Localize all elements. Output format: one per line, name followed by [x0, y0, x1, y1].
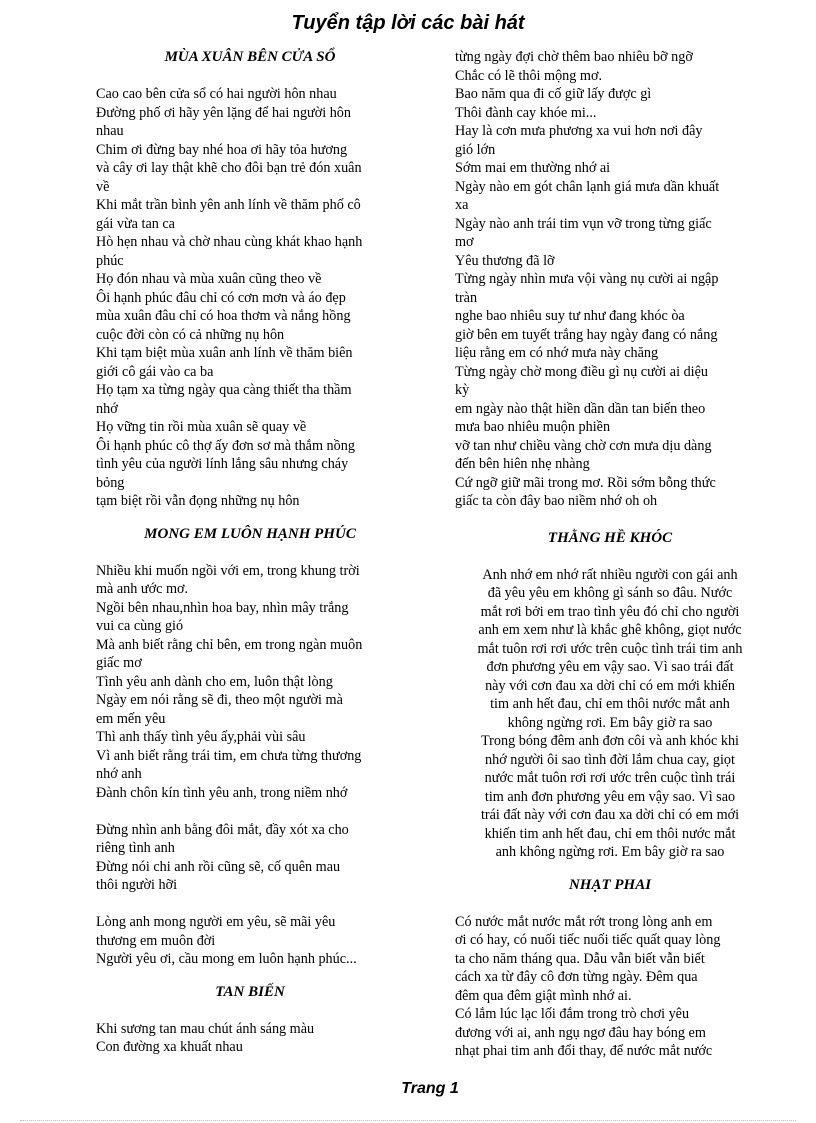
lyric-line: tạm biệt rồi vẫn đọng những nụ hôn	[96, 493, 300, 509]
lyric-line: Anh nhớ em nhớ rất nhiều người con gái anh	[482, 566, 738, 583]
lyric-line: Khi sương tan mau chút ánh sáng màu	[96, 1020, 315, 1037]
lyric-line: nhớ	[96, 400, 118, 417]
lyric-line: Khi mắt trần bình yên anh lính về thăm phố cô	[96, 197, 361, 213]
lyric-line: Ngày nào em gót chân lạnh giá mưa dần khuất	[455, 178, 720, 195]
lyric-line: Mà anh biết rằng chỉ bên, em trong ngàn muôn	[96, 636, 363, 653]
lyric-line: Người yêu ơi, cầu mong em luôn hạnh phúc...	[96, 951, 357, 967]
lyric-line: Đành chôn kín tình yêu anh, trong niềm nhớ	[96, 784, 348, 801]
song-title: MONG EM LUÔN HẠNH PHÚC	[144, 525, 356, 542]
lyric-line: Sớm mai em thường nhớ ai	[455, 160, 611, 176]
lyric-line: phúc	[96, 252, 124, 269]
page-number: Trang 1	[401, 1080, 459, 1097]
song-nhat-phai	[455, 876, 765, 1061]
lyric-line: gió lớn	[455, 141, 496, 158]
lyric-line: Chắc có lẽ thôi mộng mơ.	[455, 67, 602, 84]
lyric-line: Thôi đành cay khóe mi...	[455, 104, 597, 121]
page-title: Tuyển tập lời các bài hát	[291, 12, 525, 34]
lyric-line: giấc ta còn đây bao niềm nhớ oh oh	[455, 493, 658, 509]
lyric-line: cuộc đời còn có cả những nụ hôn	[96, 326, 285, 343]
lyric-line: khiến tim anh hết đau, chỉ em thôi nước mắt	[484, 825, 736, 842]
lyric-line: nước mắt tuôn rơi rơi ước trên cuộc tình trái	[484, 770, 736, 786]
lyric-line: em ngày nào thật hiền dần dần tan biến theo	[455, 400, 706, 417]
lyric-line: tim anh đơn phương yêu em vậy sao. Vì sao	[484, 788, 736, 805]
lyric-line: Vì anh biết rằng trái tim, em chưa từng thương	[96, 747, 362, 764]
lyric-line: gái vừa tan ca	[96, 215, 175, 232]
song-mong-em-luon-hanh-phuc	[96, 525, 404, 969]
lyric-line: Tình yêu anh dành cho em, luôn thật lòng	[96, 673, 333, 690]
lyric-line: mùa xuân đâu chỉ có hoa thơm và nắng hồng	[96, 308, 351, 324]
lyric-line: cách xa từ đây cô đơn từng ngày. Đêm qua	[455, 969, 698, 985]
lyric-line: Ngày nào anh trái tim vụn vỡ trong từng giấc	[455, 215, 712, 232]
right-column	[455, 48, 765, 1075]
lyric-line: nhớ anh	[96, 766, 142, 782]
lyric-line: Có nước mắt nước mắt rớt trong lòng anh em	[455, 913, 713, 930]
lyric-line: đương với ai, anh ngụ ngơ đâu hay bóng em	[455, 1024, 706, 1041]
lyric-line: Họ vững tin rồi mùa xuân sẽ quay về	[96, 419, 307, 435]
lyric-line: đơn phương yêu em vậy sao. Vì sao trái đất	[486, 659, 734, 675]
lyric-line: Cứ ngỡ giữ mãi trong mơ. Rồi sớm bỗng thức	[455, 474, 716, 491]
lyric-line: nhớ người ôi sao tình đời lắm chua cay, giọt	[485, 751, 735, 768]
lyric-line: Lòng anh mong người em yêu, sẽ mãi yêu	[96, 914, 336, 930]
lyric-line: tình yêu của người lính lắng sâu nhưng cháy	[96, 456, 349, 472]
lyric-line: Ôi hạnh phúc đâu chỉ có cơn mơn và áo đẹp	[96, 289, 346, 306]
lyric-line: mơ	[455, 234, 474, 250]
song-title: MÙA XUÂN BÊN CỬA SỔ	[164, 49, 336, 65]
left-column	[96, 48, 404, 1071]
lyric-line: ta cho năm tháng qua. Dẫu vẫn biết vẫn biết	[455, 950, 705, 967]
lyric-line: Hay là cơn mưa phương xa vui hơn nơi đây	[455, 123, 703, 139]
lyric-line: Cao cao bên cửa sổ có hai người hôn nhau	[96, 86, 337, 102]
lyric-line: Đường phố ơi hãy yên lặng để hai người hôn	[96, 104, 351, 121]
song-title: TAN BIẾN	[215, 983, 285, 1000]
lyric-line: tim anh hết đau, chỉ em thôi nước mắt anh	[490, 696, 730, 712]
song-title: THẰNG HỀ KHÓC	[547, 529, 673, 546]
lyric-line	[96, 895, 404, 914]
lyric-line: trái đất này với cơn đau xa dời chỉ có em mới	[480, 807, 740, 823]
lyric-line: anh em xem như là khắc ghê không, giọt nước	[478, 622, 742, 638]
song-mua-xuan-continued	[455, 48, 765, 511]
lyric-line: kỳ	[455, 382, 470, 398]
lyric-line: Trong bóng đêm anh đơn côi và anh khóc khi	[481, 733, 739, 749]
lyric-line: giờ bên em tuyết trắng hay ngày đang có nắng	[455, 326, 718, 343]
lyric-line	[96, 802, 404, 821]
lyric-line: vỡ tan như chiều vàng chờ cơn mưa dịu dàng	[455, 437, 712, 454]
song-lyrics	[455, 913, 765, 1061]
lyric-line: Từng ngày nhìn mưa vội vàng nụ cười ai ngập	[455, 271, 719, 287]
song-tan-bien	[96, 983, 404, 1057]
lyric-line: mắt rơi bởi em trao tình yêu đó chỉ cho người	[480, 603, 740, 620]
lyric-line: Đừng nhìn anh bằng đôi mắt, đầy xót xa cho	[96, 821, 349, 838]
song-title: NHẠT PHAI	[568, 876, 652, 893]
song-lyrics	[455, 48, 765, 511]
lyric-line: tràn	[455, 289, 478, 306]
song-lyrics	[96, 85, 404, 511]
lyric-line: bỏng	[96, 474, 125, 491]
lyric-line: anh không ngừng rơi. Em bây giờ ra sao	[495, 844, 725, 860]
lyric-line: đã yêu yêu em không gì sánh so đâu. Nước	[487, 585, 733, 601]
lyric-line: nghe bao nhiêu suy tư như đang khóc òa	[455, 308, 685, 324]
lyric-line: riêng tình anh	[96, 840, 175, 856]
lyric-line: Họ tạm xa từng ngày qua càng thiết tha thầm	[96, 382, 352, 398]
lyric-line: ơi có hay, có nuối tiếc nuối tiếc quất quay lòng	[455, 932, 721, 948]
lyric-line: Ôi hạnh phúc cô thợ ấy đơn sơ mà thắm nồng	[96, 437, 355, 454]
song-lyrics	[455, 566, 765, 862]
song-lyrics	[96, 1020, 404, 1057]
lyric-line: Yêu thương đã lỡ	[455, 252, 555, 269]
lyric-line: không ngừng rơi. Em bây giờ ra sao	[507, 714, 713, 731]
lyric-line: Khi tạm biệt mùa xuân anh lính về thăm biên	[96, 345, 353, 361]
lyric-line: đêm qua đêm giật mình nhớ ai.	[455, 987, 632, 1004]
page-border-divider	[20, 1120, 796, 1121]
lyric-line: này với cơn đau xa dời chỉ có em mới khiến	[485, 677, 735, 694]
lyric-line: mà anh ước mơ.	[96, 581, 189, 597]
lyric-line: Ngày em nói rằng sẽ đi, theo một người mà	[96, 692, 343, 708]
lyric-line: Con đường xa khuất nhau	[96, 1039, 243, 1055]
song-lyrics	[96, 562, 404, 969]
lyric-line: mắt tuôn rơi rơi ước trên cuộc tình trái tim anh	[477, 640, 743, 657]
lyric-line: Hò hẹn nhau và chờ nhau cùng khát khao hạnh	[96, 234, 363, 250]
lyric-line: mưa bao nhiêu muộn phiền	[455, 419, 611, 435]
lyric-line: Đừng nói chi anh rồi cũng sẽ, cố quên mau	[96, 858, 341, 875]
lyric-line: thương em muôn đời	[96, 932, 216, 949]
lyric-line: vui ca cùng gió	[96, 618, 184, 634]
lyric-line: giấc mơ	[96, 655, 142, 671]
lyric-line: Nhiều khi muốn ngồi với em, trong khung trời	[96, 562, 360, 579]
lyric-line: nhạt phai tim anh đổi thay, để nước mắt nước	[455, 1043, 713, 1059]
lyric-line: và cây ơi lay thật khẽ cho đôi bạn trẻ đón xuân	[96, 160, 362, 176]
lyric-line: Ngồi bên nhau,nhìn hoa bay, nhìn mây trắng	[96, 599, 349, 616]
lyric-line: em mến yêu	[96, 710, 166, 727]
lyric-line: Bao năm qua đi cố giữ lấy được gì	[455, 86, 652, 102]
song-thang-he-khoc	[455, 529, 765, 862]
lyric-line: Chim ơi đừng bay nhé hoa ơi hãy tỏa hương	[96, 141, 348, 158]
lyric-line: xa	[455, 197, 469, 213]
lyric-line: liệu rằng em có nhớ mưa này chăng	[455, 345, 659, 361]
lyric-line: Có lắm lúc lạc lối đắm trong trò chơi yêu	[455, 1006, 690, 1022]
lyric-line: Từng ngày chờ mong điều gì nụ cười ai diệu	[455, 363, 708, 380]
lyric-line: về	[96, 178, 110, 195]
lyric-line: nhau	[96, 123, 124, 139]
lyric-line: từng ngày đợi chờ thêm bao nhiêu bỡ ngỡ	[455, 49, 693, 65]
lyric-line: thôi người hỡi	[96, 877, 178, 893]
lyric-line: đến bên hiên nhẹ nhàng	[455, 456, 590, 472]
lyric-line: Thì anh thấy tình yêu ấy,phải vùi sâu	[96, 729, 306, 745]
song-mua-xuan-ben-cua-so	[96, 48, 404, 511]
lyric-line: giới cô gái vào ca ba	[96, 363, 214, 380]
lyric-line: Họ đón nhau và mùa xuân cũng theo về	[96, 271, 322, 287]
